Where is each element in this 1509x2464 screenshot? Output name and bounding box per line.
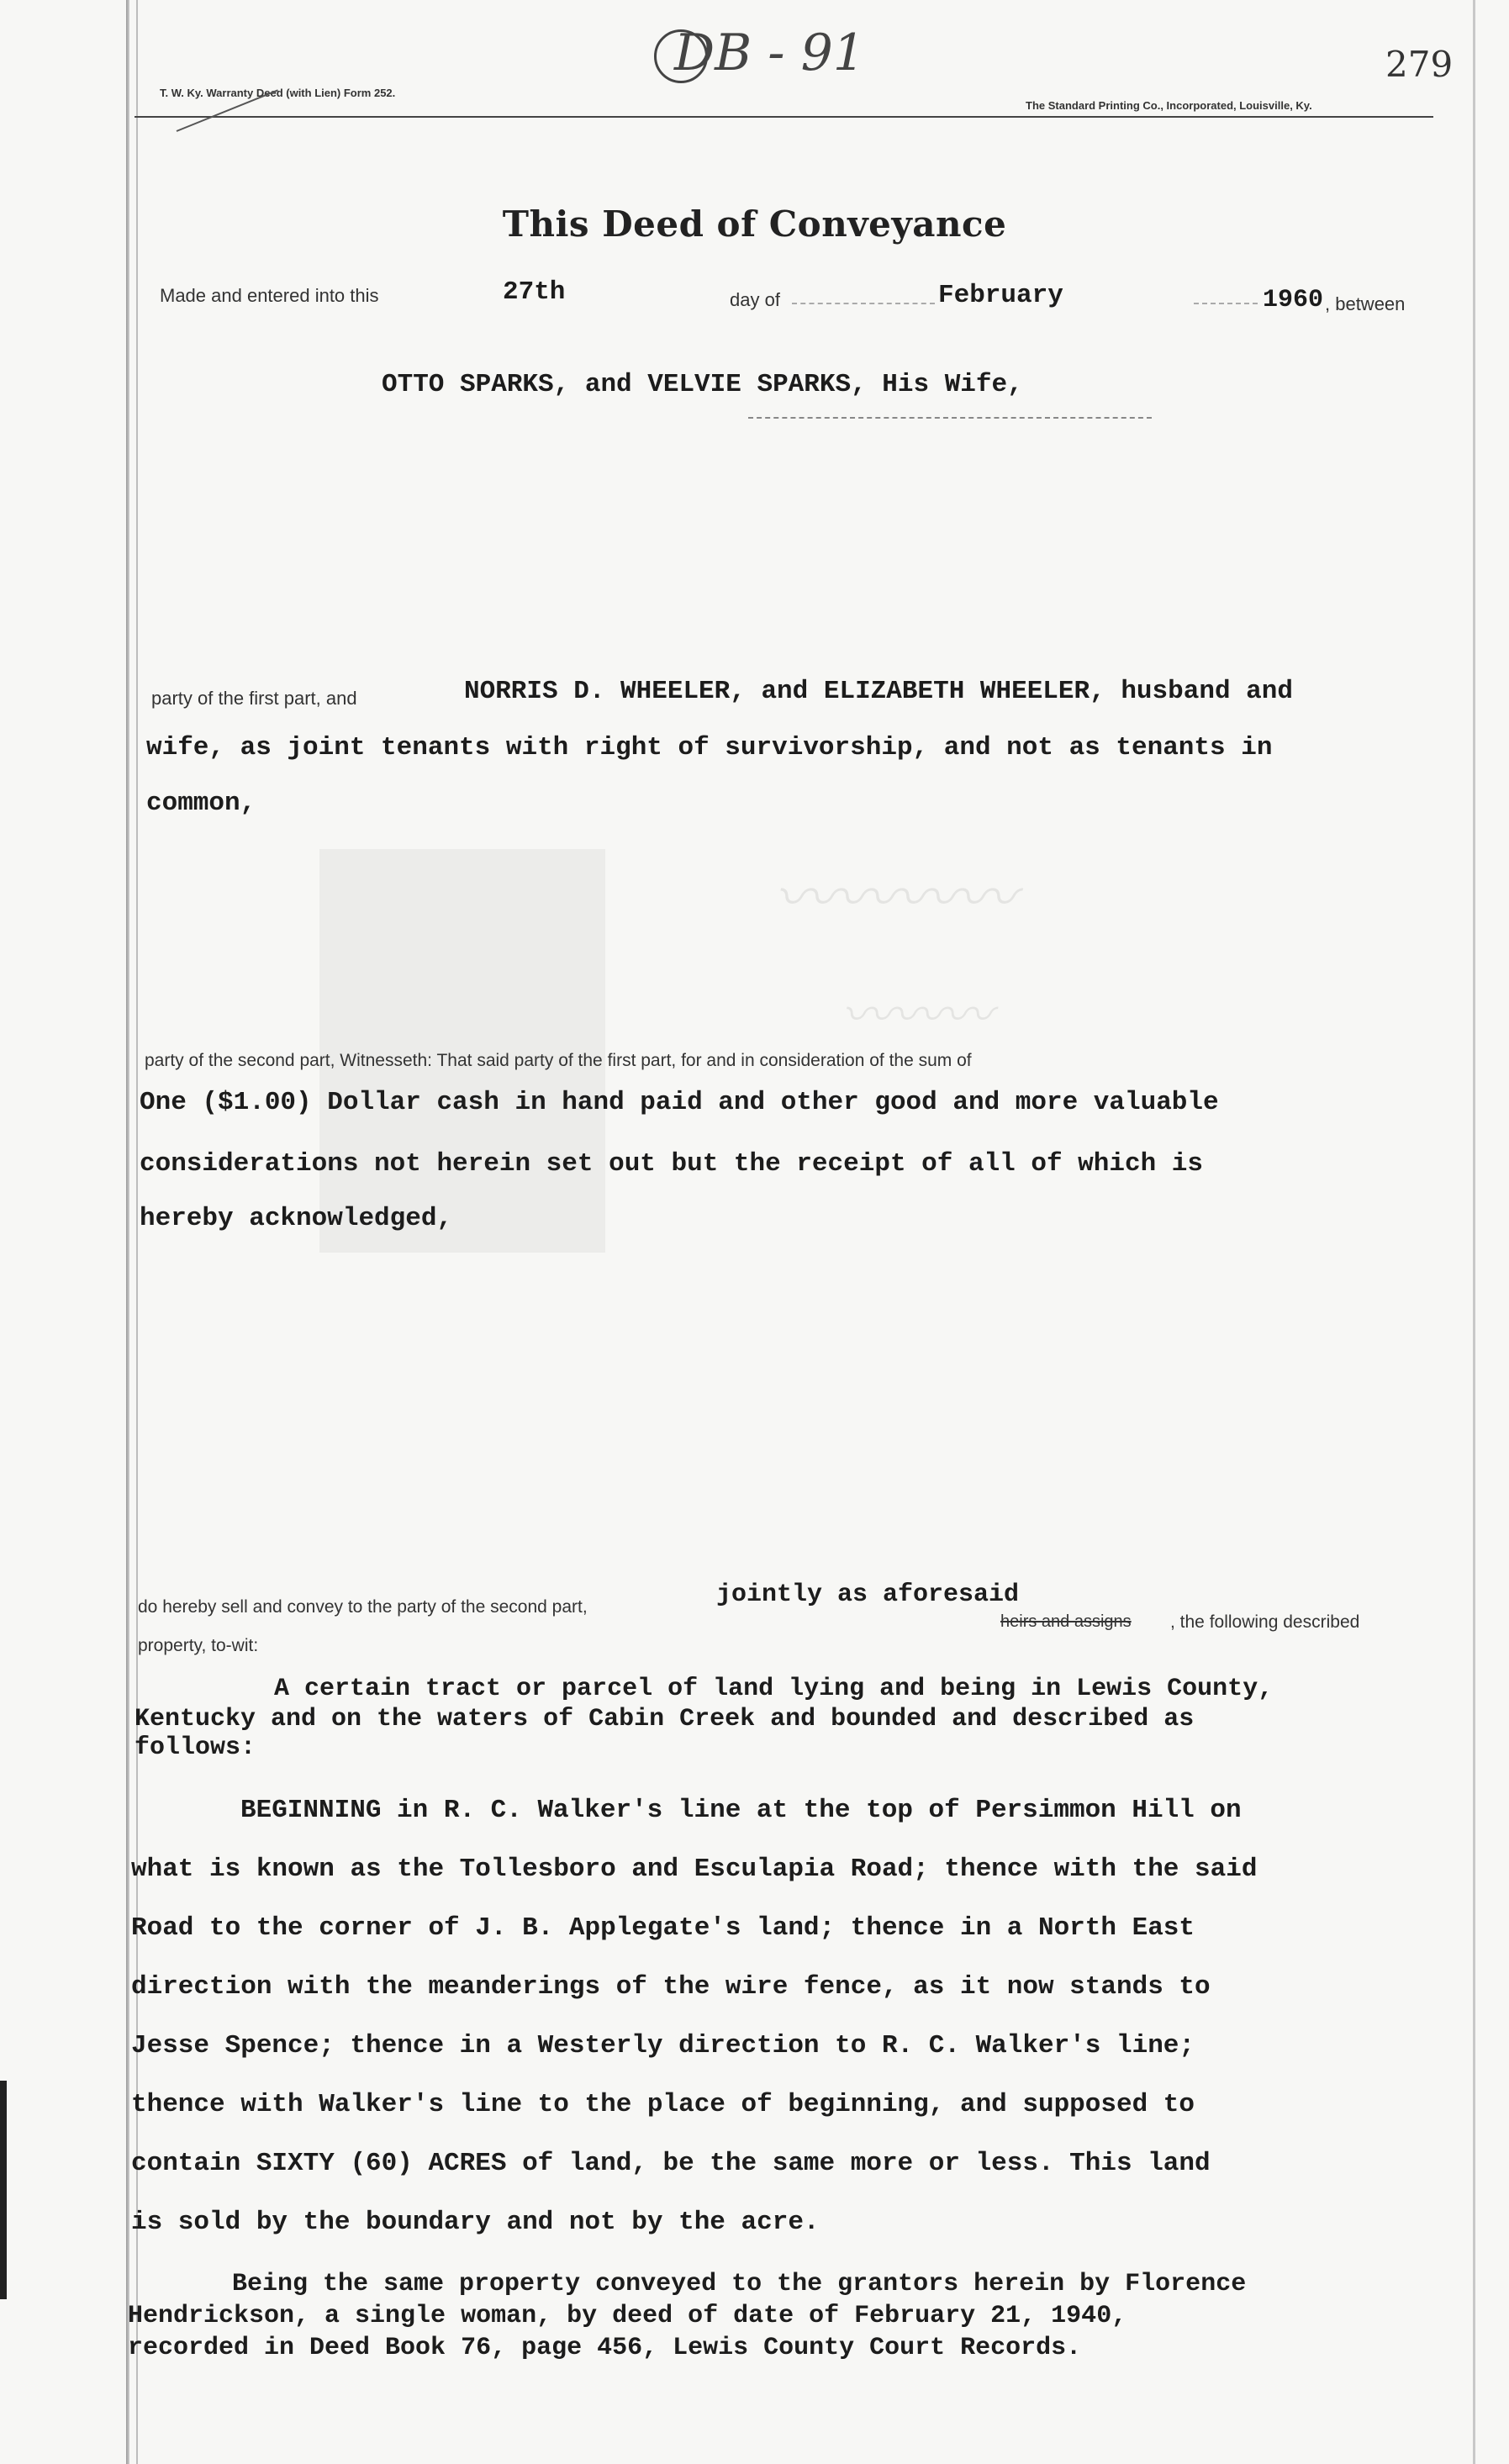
- description-para2-line: Road to the corner of J. B. Applegate's land; thence in a North East: [131, 1913, 1195, 1943]
- deed-month: February: [938, 281, 1063, 310]
- second-party-line-2: wife, as joint tenants with right of survivorship, and not as tenants in: [146, 733, 1273, 762]
- first-party-names: OTTO SPARKS, and VELVIE SPARKS, His Wife,: [382, 370, 1023, 399]
- witnesseth-clause: party of the second part, Witnesseth: That said party of the first part, for and in consideration of the sum of: [145, 1051, 972, 1070]
- description-para1-line3: follows:: [135, 1733, 256, 1762]
- handwritten-reference: DB - 91: [654, 24, 865, 83]
- bleed-through-signature-2: 〰〰〰: [841, 986, 992, 1045]
- consideration-line-3: hereby acknowledged,: [140, 1204, 453, 1233]
- description-para1-line1: A certain tract or parcel of land lying and being in Lewis County,: [274, 1675, 1274, 1703]
- printer-label: The Standard Printing Co., Incorporated, Louisville, Ky.: [1026, 99, 1312, 112]
- description-para2-line: direction with the meanderings of the wire fence, as it now stands to: [131, 1972, 1211, 2002]
- day-of-label: day of: [730, 289, 780, 310]
- consideration-line-2: considerations not herein set out but the receipt of all of which is: [140, 1149, 1204, 1179]
- description-para2-line: what is known as the Tollesboro and Esculapia Road; thence with the said: [131, 1855, 1258, 1884]
- header-rule: [135, 116, 1433, 118]
- description-para2-line: thence with Walker's line to the place of beginning, and supposed to: [131, 2090, 1195, 2119]
- between-label: , between: [1325, 293, 1406, 314]
- description-para2-line: is sold by the boundary and not by the acre.: [131, 2208, 820, 2237]
- description-para1-line2: Kentucky and on the waters of Cabin Creek and bounded and described as: [135, 1705, 1195, 1733]
- fill-line: [1194, 303, 1258, 304]
- fill-line: [748, 417, 1152, 419]
- deed-day: 27th: [503, 277, 566, 307]
- first-party-label: party of the first part, and: [151, 688, 357, 709]
- description-para3-line3: recorded in Deed Book 76, page 456, Lewis County Court Records.: [128, 2334, 1082, 2362]
- description-para3-line1: Being the same property conveyed to the grantors herein by Florence: [232, 2270, 1247, 2298]
- description-para3-line2: Hendrickson, a single woman, by deed of date of February 21, 1940,: [128, 2302, 1127, 2330]
- page-edge: [126, 0, 129, 2464]
- description-para2-line: Jesse Spence; thence in a Westerly direction to R. C. Walker's line;: [131, 2031, 1195, 2060]
- form-label: T. W. Ky. Warranty Deed (with Lien) Form 252.: [160, 87, 396, 99]
- second-party-line-1: NORRIS D. WHEELER, and ELIZABETH WHEELER, husband and: [464, 677, 1293, 706]
- convey-typed-insert: jointly as aforesaid: [716, 1580, 1020, 1609]
- consideration-line-1: One ($1.00) Dollar cash in hand paid and other good and more valuable: [140, 1088, 1219, 1117]
- convey-clause: do hereby sell and convey to the party of the second part,: [138, 1597, 588, 1617]
- convey-clause-suffix: , the following described: [1170, 1612, 1360, 1632]
- made-entered-label: Made and entered into this: [160, 285, 379, 306]
- description-para2-line: BEGINNING in R. C. Walker's line at the top of Persimmon Hill on: [240, 1796, 1242, 1825]
- deed-year: 1960: [1263, 286, 1324, 314]
- property-to-wit: property, to-wit:: [138, 1636, 259, 1655]
- bleed-through-signature: 〰〰〰〰: [773, 863, 1016, 933]
- second-party-line-3: common,: [146, 789, 256, 818]
- description-para2-line: contain SIXTY (60) ACRES of land, be the same more or less. This land: [131, 2149, 1211, 2178]
- struck-heirs-assigns: heirs and assigns: [1000, 1612, 1132, 1631]
- page-edge-right: [1473, 0, 1475, 2464]
- fill-line: [792, 303, 935, 304]
- scan-artifact: [0, 2081, 7, 2299]
- page-number: 279: [1385, 44, 1454, 85]
- deed-title: This Deed of Conveyance: [502, 203, 1007, 245]
